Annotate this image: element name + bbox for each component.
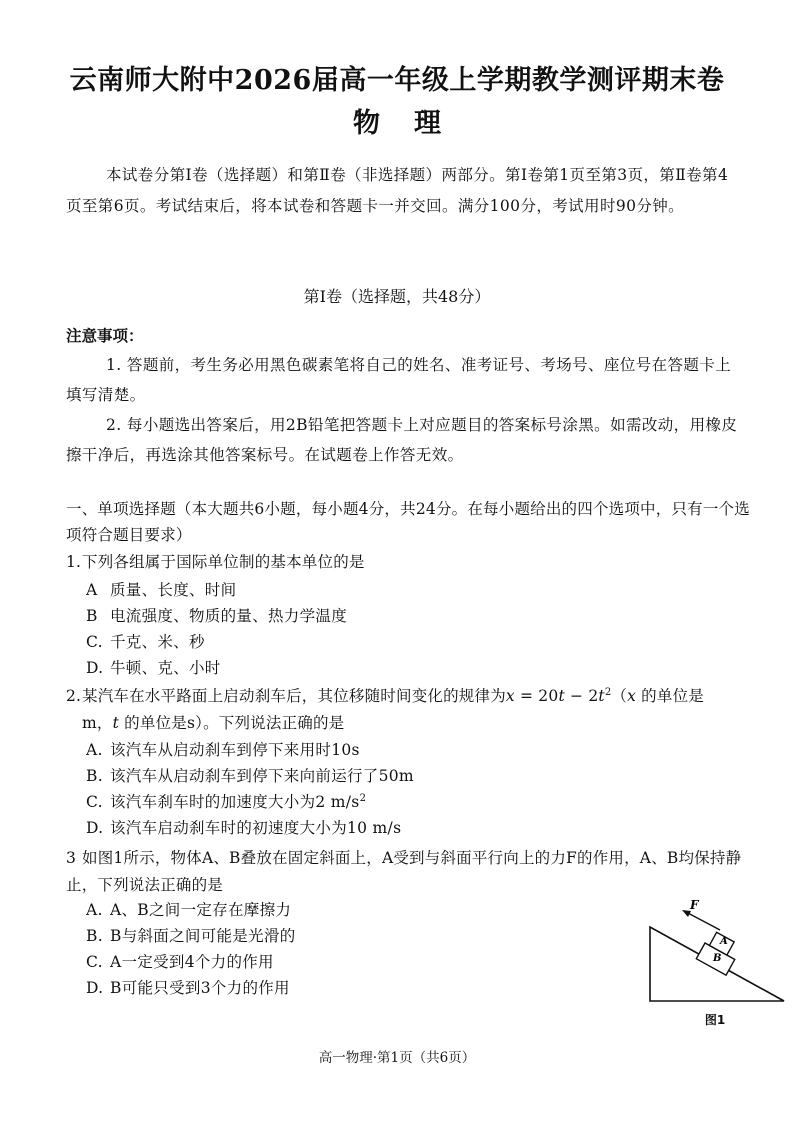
force-label: F xyxy=(690,898,699,912)
q1-option-d xyxy=(86,655,221,681)
figure-1 xyxy=(640,895,790,1035)
question-stem: m， xyxy=(82,714,113,732)
note-item-2: 2. 每小题选出答案后，用2B铅笔把答题卡上对应题目的答案标号涂黑。如需改动，用橡皮擦干净后，再选涂其他答案标号。在试题卷上作答无效。 xyxy=(66,416,738,464)
option-text: 电流强度、物质的量、热力学温度 xyxy=(110,607,348,625)
question-stem: 的单位是s）。下列说法正确的是 xyxy=(119,714,345,732)
formula-var: t xyxy=(112,714,120,732)
option-label: B xyxy=(86,607,98,625)
q3-option-b xyxy=(86,923,296,949)
option-text: B可能只受到3个力的作用 xyxy=(110,979,290,997)
force-arrow-line xyxy=(686,912,720,930)
q2-option-d xyxy=(86,815,401,841)
q1-option-c xyxy=(86,629,205,655)
exam-intro: 本试卷分第Ⅰ卷（选择题）和第Ⅱ卷（非选择题）两部分。第Ⅰ卷第1页至第3页，第Ⅱ卷第4页至第6页。考试结束后，将本试卷和答题卡一并交回。满分100分，考试用时90分钟。 xyxy=(66,166,729,215)
formula-part: − 2 xyxy=(564,687,599,705)
option-label: A. xyxy=(86,741,103,759)
q1-option-a xyxy=(86,577,236,603)
formula-part: = 20 xyxy=(514,687,559,705)
unit-exponent: 2 xyxy=(359,792,367,804)
subject-title: 物理 xyxy=(353,108,475,139)
formula-var: x xyxy=(627,687,637,705)
q1-option-b xyxy=(86,603,347,629)
question-stem: 的单位是 xyxy=(636,687,704,705)
formula-var: t xyxy=(598,687,605,705)
option-text: A一定受到4个力的作用 xyxy=(110,953,274,971)
option-label: B. xyxy=(86,767,103,785)
option-label: D. xyxy=(86,979,104,997)
question-2 xyxy=(66,683,756,737)
part-heading: 一、单项选择题（本大题共6小题，每小题4分，共24分。在每小题给出的四个选项中，只有一个选项符合题目要求） xyxy=(66,500,750,544)
formula-var: t xyxy=(558,687,565,705)
q3-option-a xyxy=(86,897,291,923)
question-1 xyxy=(66,549,756,576)
question-stem: （ xyxy=(611,687,628,705)
option-text: 该汽车启动刹车时的初速度大小为10 m/s xyxy=(110,819,402,837)
question-number: 2. xyxy=(66,687,82,705)
q2-option-a xyxy=(86,737,360,763)
question-3 xyxy=(66,845,756,899)
note-item-1: 1. 答题前，考生务必用黑色碳素笔将自己的姓名、准考证号、考场号、座位号在答题卡上填写清楚。 xyxy=(66,356,732,404)
option-label: A. xyxy=(86,901,103,919)
option-text: A、B之间一定存在摩擦力 xyxy=(110,901,292,919)
block-a-label: A xyxy=(720,936,728,947)
option-text: 该汽车从启动刹车到停下来用时10s xyxy=(110,741,360,759)
section-heading: 第Ⅰ卷（选择题，共48分） xyxy=(303,287,491,306)
option-text: 千克、米、秒 xyxy=(110,633,205,651)
incline-diagram xyxy=(640,895,790,1010)
block-b-label: B xyxy=(713,953,722,964)
question-number: 1. xyxy=(66,553,82,571)
question-number: 3 xyxy=(66,849,77,867)
q2-option-b xyxy=(86,763,414,789)
formula-exponent: 2 xyxy=(604,686,612,698)
option-label: C. xyxy=(86,633,103,651)
option-label: D. xyxy=(86,659,104,677)
option-text: 该汽车从启动刹车到停下来向前运行了50m xyxy=(110,767,414,785)
option-label: C. xyxy=(86,953,103,971)
option-label: A xyxy=(86,581,98,599)
option-label: B. xyxy=(86,927,103,945)
option-text: 牛顿、克、小时 xyxy=(110,659,221,677)
q2-option-c xyxy=(86,789,366,815)
option-label: D. xyxy=(86,819,104,837)
question-stem: 某汽车在水平路面上启动刹车后，其位移随时间变化的规律为 xyxy=(82,687,506,705)
option-text: B与斜面之间可能是光滑的 xyxy=(110,927,296,945)
q3-option-d xyxy=(86,975,290,1001)
formula-var: x xyxy=(505,687,515,705)
q3-option-c xyxy=(86,949,274,975)
question-stem: 下列各组属于国际单位制的基本单位的是 xyxy=(82,553,365,571)
notes-heading: 注意事项： xyxy=(66,326,144,345)
option-text: 质量、长度、时间 xyxy=(110,581,237,599)
exam-title: 云南师大附中2026届高一年级上学期教学测评期末卷 xyxy=(69,65,725,96)
figure-caption: 图1 xyxy=(704,1013,726,1027)
page-footer: 高一物理·第1页（共6页） xyxy=(318,1050,476,1066)
option-label: C. xyxy=(86,793,103,811)
option-text: 该汽车刹车时的加速度大小为2 m/s xyxy=(110,793,360,811)
question-stem: 如图1所示，物体A、B叠放在固定斜面上，A受到与斜面平行向上的力F的作用，A、B均保持静止，下列说法正确的是 xyxy=(66,849,742,894)
